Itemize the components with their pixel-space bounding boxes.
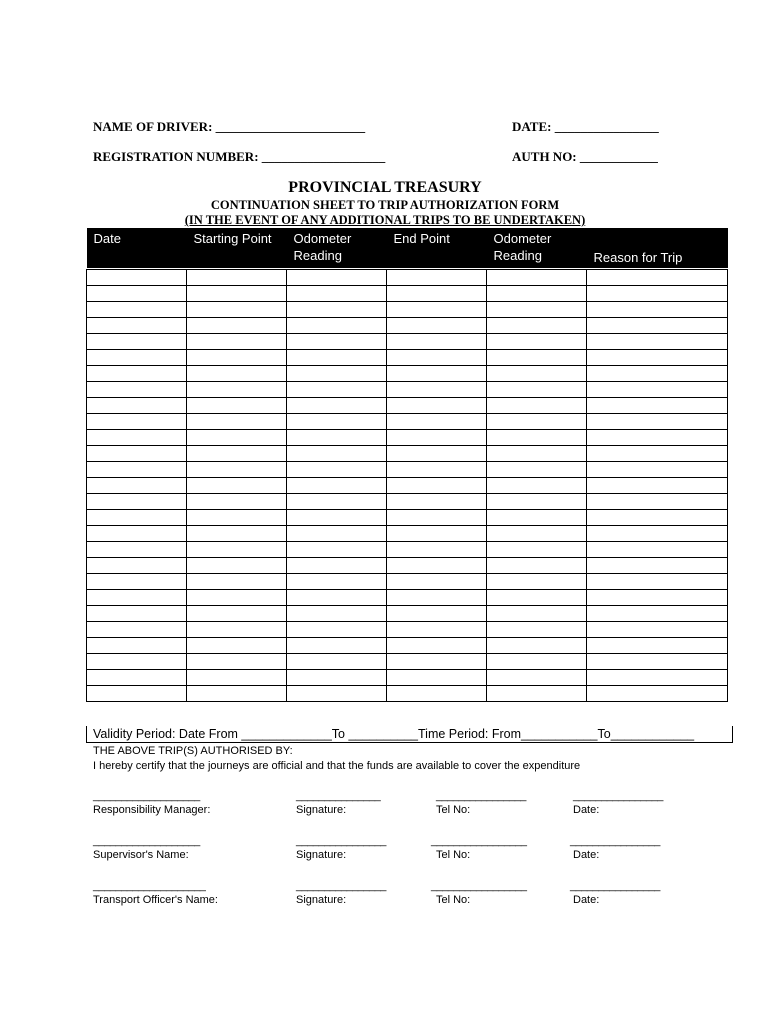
table-cell[interactable] [187,494,287,510]
table-cell[interactable] [287,606,387,622]
validity-period[interactable]: Validity Period: Date From _____________To __________Time Period: From___________To____________ [86,726,733,743]
table-row [87,590,728,606]
table-cell[interactable] [387,510,487,526]
table-cell[interactable] [587,558,728,574]
driver-line[interactable]: _______________________ [215,119,366,134]
table-cell[interactable] [587,494,728,510]
table-cell[interactable] [487,318,587,334]
table-cell[interactable] [587,622,728,638]
table-cell[interactable] [87,350,187,366]
table-row [87,366,728,382]
table-cell[interactable] [87,654,187,670]
table-row [87,686,728,702]
table-cell[interactable] [487,478,587,494]
table-cell[interactable] [287,478,387,494]
table-cell[interactable] [87,558,187,574]
table-cell[interactable] [587,686,728,702]
table-cell[interactable] [187,606,287,622]
table-row [87,302,728,318]
table-cell[interactable] [387,606,487,622]
table-cell[interactable] [487,334,587,350]
table-cell[interactable] [187,574,287,590]
table-cell[interactable] [587,670,728,686]
table-row [87,494,728,510]
table-cell[interactable] [87,270,187,286]
role-line[interactable]: ____________________ [93,880,206,892]
table-cell[interactable] [287,494,387,510]
table-cell[interactable] [387,446,487,462]
table-cell[interactable] [187,654,287,670]
table-cell[interactable] [87,462,187,478]
table-cell[interactable] [387,382,487,398]
table-cell[interactable] [487,446,587,462]
auth-no-field [512,149,658,165]
table-cell[interactable] [187,270,287,286]
table-cell[interactable] [587,462,728,478]
signature-label: Signature: [296,804,347,816]
table-cell[interactable] [187,510,287,526]
column-header-odometer-start: Odometer Reading [287,228,387,268]
date-label: DATE: [512,119,552,134]
date-line[interactable]: ________________ [573,790,663,802]
table-cell[interactable] [387,366,487,382]
table-cell[interactable] [387,590,487,606]
table-cell[interactable] [387,270,487,286]
table-row [87,606,728,622]
table-cell[interactable] [587,366,728,382]
table-cell[interactable] [87,622,187,638]
table-cell[interactable] [287,366,387,382]
table-cell[interactable] [187,686,287,702]
table-cell[interactable] [287,350,387,366]
table-cell[interactable] [487,542,587,558]
table-cell[interactable] [387,430,487,446]
table-cell[interactable] [87,606,187,622]
table-cell[interactable] [487,574,587,590]
table-cell[interactable] [87,302,187,318]
table-cell[interactable] [287,270,387,286]
table-cell[interactable] [487,430,587,446]
table-cell[interactable] [487,494,587,510]
table-cell[interactable] [287,654,387,670]
date-field [512,119,659,135]
table-cell[interactable] [287,542,387,558]
table-cell[interactable] [587,334,728,350]
table-cell[interactable] [387,398,487,414]
table-cell[interactable] [187,526,287,542]
table-cell[interactable] [287,414,387,430]
signature-line[interactable]: ________________ [296,880,386,892]
table-cell[interactable] [287,430,387,446]
table-cell[interactable] [287,462,387,478]
page-title: PROVINCIAL TREASURY [288,179,482,196]
signature-label: Signature: [296,894,347,906]
table-cell[interactable] [287,286,387,302]
table-cell[interactable] [187,286,287,302]
table-cell[interactable] [587,414,728,430]
table-row [87,542,728,558]
table-cell[interactable] [387,350,487,366]
table-cell[interactable] [487,270,587,286]
table-cell[interactable] [287,302,387,318]
table-cell[interactable] [487,414,587,430]
table-cell[interactable] [87,494,187,510]
table-cell[interactable] [87,686,187,702]
table-cell[interactable] [287,318,387,334]
table-cell[interactable] [587,446,728,462]
table-row [87,318,728,334]
table-cell[interactable] [387,574,487,590]
form-subtitle: CONTINUATION SHEET TO TRIP AUTHORIZATION FORM [210,198,560,212]
role-label: Supervisor's Name: [93,849,189,861]
table-cell[interactable] [187,382,287,398]
table-cell[interactable] [87,286,187,302]
driver-label: NAME OF DRIVER: [93,119,213,134]
driver-field [93,119,365,135]
table-cell[interactable] [87,638,187,654]
date-line[interactable]: ________________ [570,880,660,892]
tel-label: Tel No: [436,849,471,861]
role-label: Transport Officer's Name: [93,894,218,906]
table-row [87,414,728,430]
table-cell[interactable] [187,446,287,462]
table-cell[interactable] [387,302,487,318]
table-row [87,462,728,478]
table-cell[interactable] [387,670,487,686]
table-cell[interactable] [87,542,187,558]
table-cell[interactable] [87,318,187,334]
table-cell[interactable] [87,366,187,382]
table-cell[interactable] [587,350,728,366]
table-cell[interactable] [187,478,287,494]
signature-line[interactable]: _______________ [296,790,381,802]
table-cell[interactable] [87,398,187,414]
table-cell[interactable] [87,526,187,542]
table-cell[interactable] [387,318,487,334]
table-cell[interactable] [187,558,287,574]
table-row [87,334,728,350]
table-row [87,350,728,366]
table-row [87,622,728,638]
table-cell[interactable] [287,510,387,526]
table-cell[interactable] [487,558,587,574]
table-cell[interactable] [487,526,587,542]
table-cell[interactable] [187,670,287,686]
table-cell[interactable] [187,638,287,654]
table-cell[interactable] [387,558,487,574]
table-cell[interactable] [387,414,487,430]
table-cell[interactable] [187,430,287,446]
table-cell[interactable] [487,590,587,606]
table-cell[interactable] [387,494,487,510]
table-cell[interactable] [287,526,387,542]
table-cell[interactable] [487,638,587,654]
role-line[interactable]: ___________________ [93,835,200,847]
table-cell[interactable] [287,590,387,606]
table-cell[interactable] [587,382,728,398]
table-cell[interactable] [187,302,287,318]
table-cell[interactable] [487,686,587,702]
table-cell[interactable] [87,478,187,494]
table-row [87,670,728,686]
table-cell[interactable] [187,318,287,334]
table-row [87,270,728,286]
table-cell[interactable] [587,270,728,286]
table-cell[interactable] [287,622,387,638]
role-label: Responsibility Manager: [93,804,211,816]
registration-label: REGISTRATION NUMBER: [93,149,259,164]
table-row [87,526,728,542]
table-cell[interactable] [387,686,487,702]
table-row [87,638,728,654]
table-cell[interactable] [87,334,187,350]
table-cell[interactable] [587,478,728,494]
table-cell[interactable] [487,510,587,526]
table-cell[interactable] [587,318,728,334]
registration-line[interactable]: ___________________ [261,149,386,164]
table-header-row [87,228,728,268]
table-cell[interactable] [287,382,387,398]
table-cell[interactable] [587,590,728,606]
table-cell[interactable] [587,542,728,558]
table-cell[interactable] [487,462,587,478]
table-cell[interactable] [187,590,287,606]
column-header-starting-point: Starting Point [187,228,287,268]
table-cell[interactable] [287,446,387,462]
table-cell[interactable] [387,638,487,654]
table-cell[interactable] [587,526,728,542]
column-header-reason: Reason for Trip [587,228,728,268]
table-cell[interactable] [487,382,587,398]
table-cell[interactable] [487,654,587,670]
table-cell[interactable] [587,638,728,654]
table-cell[interactable] [287,574,387,590]
table-cell[interactable] [587,286,728,302]
table-cell[interactable] [387,526,487,542]
table-cell[interactable] [487,302,587,318]
table-cell[interactable] [87,574,187,590]
table-row [87,558,728,574]
table-cell[interactable] [187,542,287,558]
certification-statement: I hereby certify that the journeys are official and that the funds are available to cover the expenditure [93,760,581,772]
table-cell[interactable] [387,654,487,670]
table-cell[interactable] [587,606,728,622]
table-cell[interactable] [87,590,187,606]
table-cell[interactable] [287,670,387,686]
table-cell[interactable] [87,430,187,446]
date-label: Date: [573,894,600,906]
table-cell[interactable] [387,622,487,638]
form-note: (IN THE EVENT OF ANY ADDITIONAL TRIPS TO BE UNDERTAKEN) [184,213,586,227]
column-header-odometer-end: Odometer Reading [487,228,587,268]
table-cell[interactable] [187,462,287,478]
date-label: Date: [573,849,600,861]
table-cell[interactable] [287,334,387,350]
table-cell[interactable] [387,286,487,302]
table-cell[interactable] [287,398,387,414]
date-label: Date: [573,804,600,816]
table-cell[interactable] [387,334,487,350]
table-row [87,398,728,414]
table-row [87,430,728,446]
table-cell[interactable] [487,350,587,366]
table-cell[interactable] [287,558,387,574]
date-line[interactable]: ________________ [554,119,659,134]
table-cell[interactable] [387,542,487,558]
table-cell[interactable] [587,574,728,590]
table-row [87,478,728,494]
table-cell[interactable] [87,446,187,462]
tel-line[interactable]: _________________ [431,835,527,847]
table-cell[interactable] [487,622,587,638]
table-cell[interactable] [587,430,728,446]
tel-label: Tel No: [436,894,471,906]
table-cell[interactable] [187,366,287,382]
table-cell[interactable] [287,638,387,654]
table-row [87,574,728,590]
column-header-date: Date [87,228,187,268]
date-line[interactable]: ________________ [570,835,660,847]
table-cell[interactable] [587,654,728,670]
table-cell[interactable] [87,414,187,430]
signature-label: Signature: [296,849,347,861]
trip-table [86,228,728,702]
table-cell[interactable] [487,286,587,302]
table-cell[interactable] [187,350,287,366]
signature-line[interactable]: ________________ [296,835,386,847]
table-row [87,446,728,462]
role-line[interactable]: ___________________ [93,790,200,802]
auth-no-line[interactable]: ____________ [579,149,658,164]
table-cell[interactable] [587,302,728,318]
table-cell[interactable] [187,398,287,414]
table-cell[interactable] [87,510,187,526]
table-cell[interactable] [387,478,487,494]
trip-table-body [87,268,728,702]
table-cell[interactable] [187,334,287,350]
table-cell[interactable] [387,462,487,478]
auth-no-label: AUTH NO: [512,149,577,164]
table-cell[interactable] [87,382,187,398]
table-row [87,382,728,398]
table-cell[interactable] [87,670,187,686]
table-cell[interactable] [587,398,728,414]
column-header-end-point: End Point [387,228,487,268]
table-row [87,510,728,526]
table-row [87,286,728,302]
table-cell[interactable] [187,622,287,638]
tel-label: Tel No: [436,804,471,816]
tel-line[interactable]: _________________ [431,880,527,892]
table-cell[interactable] [187,414,287,430]
table-cell[interactable] [487,366,587,382]
table-row [87,654,728,670]
table-cell[interactable] [487,398,587,414]
table-cell[interactable] [587,510,728,526]
tel-line[interactable]: ________________ [436,790,526,802]
authorised-by-label: THE ABOVE TRIP(S) AUTHORISED BY: [93,745,293,757]
table-cell[interactable] [487,670,587,686]
registration-field [93,149,385,165]
table-cell[interactable] [487,606,587,622]
table-cell[interactable] [287,686,387,702]
